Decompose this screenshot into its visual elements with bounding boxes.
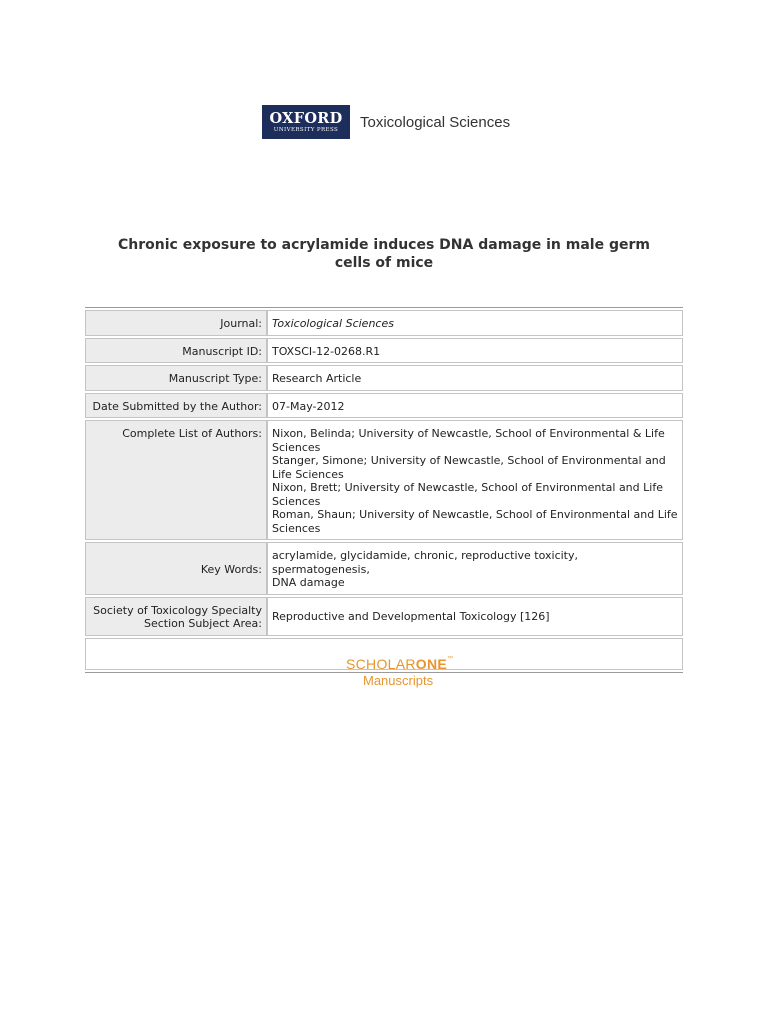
section-value: Reproductive and Developmental Toxicology [126] bbox=[267, 597, 683, 636]
authors-line: Sciences bbox=[272, 440, 321, 454]
section-label bbox=[85, 597, 267, 636]
authors-line: Roman, Shaun; University of Newcastle, School of Environmental and Life bbox=[272, 508, 678, 521]
one-text: ONE bbox=[415, 656, 448, 672]
date-submitted-label: Date Submitted by the Author: bbox=[85, 393, 267, 419]
scholarone-wordmark bbox=[346, 656, 453, 672]
journal-label: Journal: bbox=[85, 310, 267, 336]
oxford-university-press-logo bbox=[262, 105, 350, 139]
section-label-line: Section Subject Area: bbox=[143, 617, 262, 630]
authors-label: Complete List of Authors: bbox=[85, 420, 267, 540]
manuscript-id-value: TOXSCI-12-0268.R1 bbox=[267, 338, 683, 364]
section-row bbox=[85, 597, 683, 636]
authors-line: Sciences bbox=[272, 494, 321, 508]
publisher-name: OXFORD bbox=[269, 109, 343, 127]
manuscript-id-label: Manuscript ID: bbox=[85, 338, 267, 364]
manuscript-type-row bbox=[85, 365, 683, 391]
authors-line: Sciences bbox=[272, 521, 321, 535]
oxford-journal-logo bbox=[262, 105, 510, 139]
manuscript-type-value: Research Article bbox=[267, 365, 683, 391]
authors-line: Stanger, Simone; University of Newcastle, School of Environmental and bbox=[272, 454, 666, 467]
authors-line: Life Sciences bbox=[272, 467, 344, 481]
authors-line: Nixon, Belinda; University of Newcastle, School of Environmental & Life bbox=[272, 427, 665, 440]
publisher-sub: UNIVERSITY PRESS bbox=[273, 126, 339, 133]
manuscript-id-row bbox=[85, 338, 683, 364]
manuscripts-text: Manuscripts bbox=[363, 673, 434, 688]
scholarone-manuscripts-logo bbox=[346, 656, 453, 688]
keywords-line: DNA damage bbox=[272, 576, 345, 589]
journal-logo-name: Toxicological Sciences bbox=[360, 113, 511, 131]
date-submitted-value: 07-May-2012 bbox=[267, 393, 683, 419]
trademark-symbol: ™ bbox=[447, 656, 454, 662]
keywords-label: Key Words: bbox=[85, 542, 267, 595]
manuscript-metadata-table bbox=[85, 307, 683, 673]
keywords-row bbox=[85, 542, 683, 595]
keywords-line: acrylamide, glycidamide, chronic, reproductive toxicity, spermatogenesis, bbox=[272, 549, 579, 576]
journal-value: Toxicological Sciences bbox=[267, 310, 683, 336]
section-label-line: Society of Toxicology Specialty bbox=[93, 603, 262, 617]
journal-row bbox=[85, 310, 683, 336]
scholar-text: SCHOLAR bbox=[346, 656, 416, 672]
authors-row bbox=[85, 420, 683, 540]
date-submitted-row bbox=[85, 393, 683, 419]
authors-value bbox=[267, 420, 683, 540]
keywords-value bbox=[267, 542, 683, 595]
manuscript-type-label: Manuscript Type: bbox=[85, 365, 267, 391]
authors-line: Nixon, Brett; University of Newcastle, School of Environmental and Life bbox=[272, 481, 663, 494]
manuscript-title: Chronic exposure to acrylamide induces DNA damage in male germ cells of mice bbox=[118, 237, 650, 271]
